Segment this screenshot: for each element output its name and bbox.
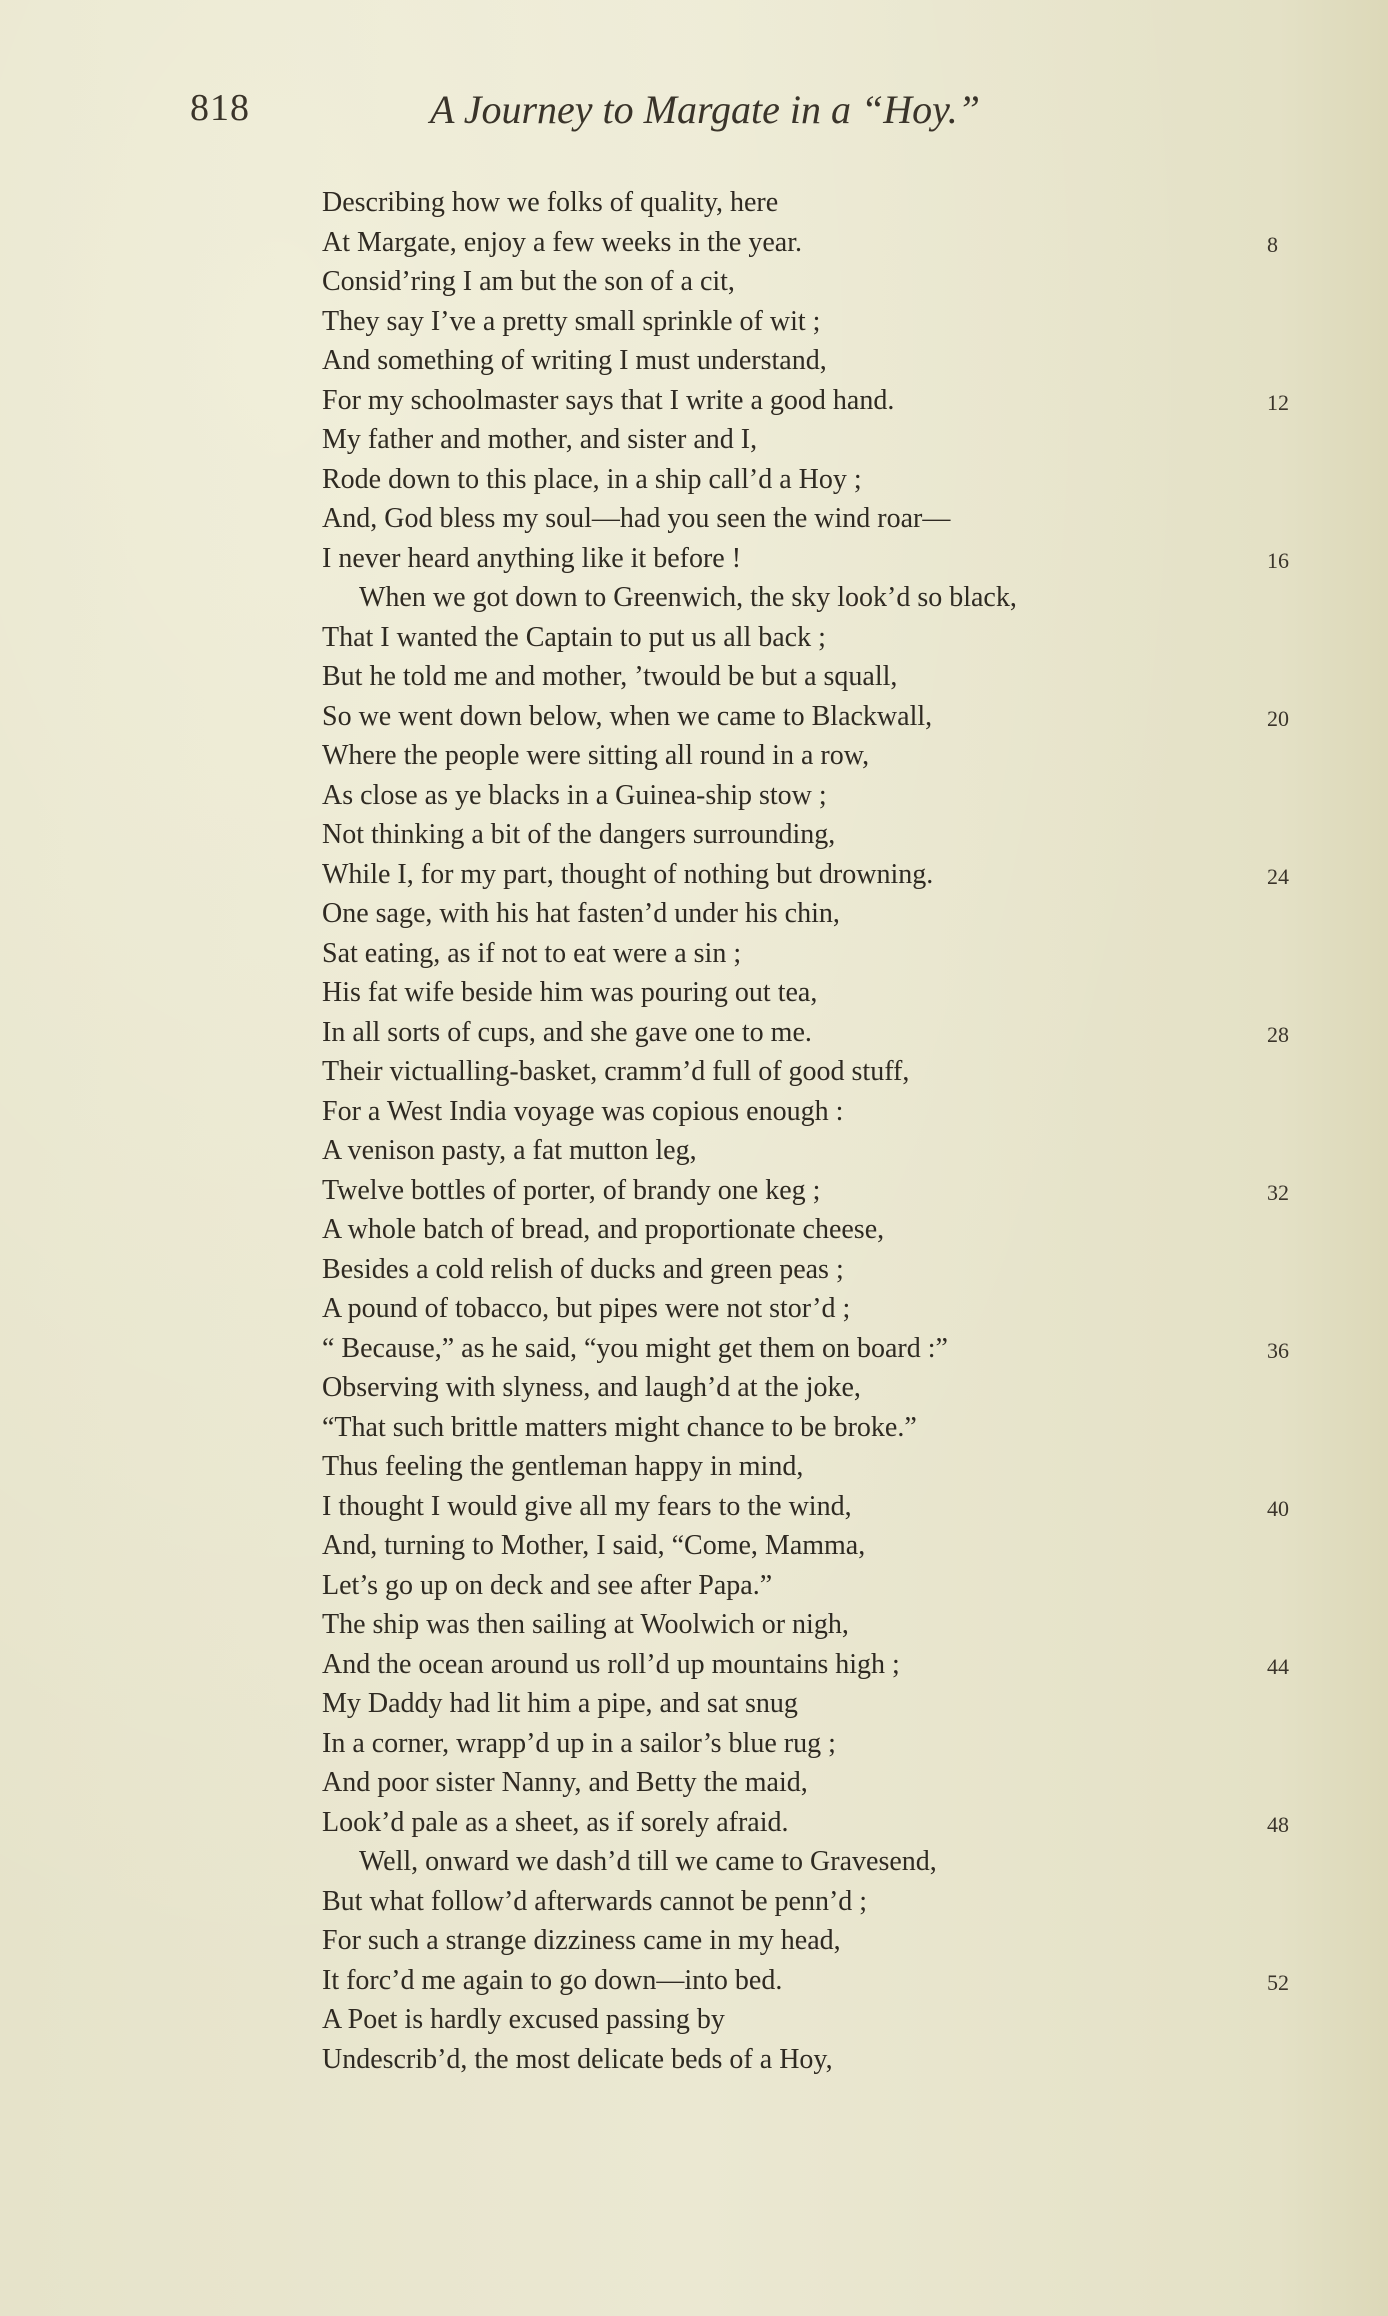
poem-line: That I wanted the Captain to put us all back ; xyxy=(322,621,826,653)
line-number: 44 xyxy=(1267,1653,1289,1679)
poem-line: Observing with slyness, and laugh’d at the joke, xyxy=(322,1372,861,1403)
poem-line: A pound of tobacco, but pipes were not stor’d ; xyxy=(322,1293,851,1324)
poem-line: One sage, with his hat fasten’d under his chin, xyxy=(322,898,840,929)
poem-line: They say I’ve a pretty small sprinkle of wit ; xyxy=(322,305,821,337)
poem-line: Describing how we folks of quality, here xyxy=(322,187,779,218)
poem-line: And something of writing I must understand, xyxy=(322,345,827,376)
poem-line: At Margate, enjoy a few weeks in the year. 8 xyxy=(322,223,1302,263)
poem-line: Their victualling-basket, cramm’d full of good stuff, xyxy=(322,1056,910,1087)
poem-line: But what follow’d afterwards cannot be penn’d ; xyxy=(322,1885,868,1917)
line-number: 8 xyxy=(1267,231,1278,257)
poem-line: For such a strange dizziness came in my head, xyxy=(322,1925,841,1956)
poem-line: As close as ye blacks in a Guinea-ship stow ; xyxy=(322,779,827,811)
poem-line: My father and mother, and sister and I, xyxy=(322,424,758,455)
poem-line: A whole batch of bread, and proportionate cheese, xyxy=(322,1214,885,1245)
poem-line: Let’s go up on deck and see after Papa.” xyxy=(322,1569,773,1601)
poem-line: My Daddy had lit him a pipe, and sat snug xyxy=(322,1688,798,1719)
poem-body xyxy=(322,183,1302,2079)
poem-line: “ Because,” as he said, “you might get them on board :” 36 xyxy=(322,1329,1302,1369)
poem-line: While I, for my part, thought of nothing but drowning. 24 xyxy=(322,855,1302,895)
poem-line: And the ocean around us roll’d up mountains high ; 44 xyxy=(322,1645,1302,1685)
line-number: 12 xyxy=(1267,389,1289,415)
line-number: 16 xyxy=(1267,547,1289,573)
poem-line: Not thinking a bit of the dangers surrounding, xyxy=(322,819,836,850)
poem-line: Consid’ring I am but the son of a cit, xyxy=(322,266,735,297)
poem-line: Undescrib’d, the most delicate beds of a Hoy, xyxy=(322,2043,833,2075)
poem-line: For my schoolmaster says that I write a good hand. 12 xyxy=(322,381,1302,421)
line-number: 32 xyxy=(1267,1179,1289,1205)
poem-line: In all sorts of cups, and she gave one to me. 28 xyxy=(322,1013,1302,1053)
poem-line: Where the people were sitting all round in a row, xyxy=(322,740,870,771)
poem-line: But he told me and mother, ’twould be but a squall, xyxy=(322,661,898,692)
poem-line: I never heard anything like it before ! 16 xyxy=(322,539,1302,579)
line-number: 36 xyxy=(1267,1337,1289,1363)
poem-line: Look’d pale as a sheet, as if sorely afraid. 48 xyxy=(322,1803,1302,1843)
line-number: 48 xyxy=(1267,1811,1289,1837)
poem-line: Twelve bottles of porter, of brandy one keg ; 32 xyxy=(322,1171,1302,1211)
line-number: 20 xyxy=(1267,705,1289,731)
poem-line: So we went down below, when we came to Blackwall, 20 xyxy=(322,697,1302,737)
poem-line: Sat eating, as if not to eat were a sin ; xyxy=(322,937,742,969)
page-number: 818 xyxy=(190,87,250,129)
line-number: 24 xyxy=(1267,863,1289,889)
page-header xyxy=(0,86,1388,146)
poem-line: The ship was then sailing at Woolwich or nigh, xyxy=(322,1609,849,1640)
poem-line: It forc’d me again to go down—into bed. 52 xyxy=(322,1961,1302,2001)
line-number: 28 xyxy=(1267,1021,1289,1047)
poem-line: I thought I would give all my fears to the wind, 40 xyxy=(322,1487,1302,1527)
poem-line: And poor sister Nanny, and Betty the maid, xyxy=(322,1767,808,1798)
poem-line: Well, onward we dash’d till we came to Gravesend, xyxy=(359,1846,937,1877)
line-number: 40 xyxy=(1267,1495,1289,1521)
poem-line: For a West India voyage was copious enough : xyxy=(322,1095,844,1127)
poem-line: His fat wife beside him was pouring out tea, xyxy=(322,977,818,1008)
poem-line: “That such brittle matters might chance to be broke.” xyxy=(322,1411,917,1443)
poem-line: When we got down to Greenwich, the sky look’d so black, xyxy=(359,582,1017,613)
poem-line: Thus feeling the gentleman happy in mind, xyxy=(322,1451,804,1482)
poem-line: In a corner, wrapp’d up in a sailor’s blue rug ; xyxy=(322,1727,836,1759)
poem-line: And, God bless my soul—had you seen the wind roar— xyxy=(322,503,951,534)
poem-line: And, turning to Mother, I said, “Come, Mamma, xyxy=(322,1530,866,1561)
poem-line: A Poet is hardly excused passing by xyxy=(322,2004,725,2035)
line-number: 52 xyxy=(1267,1969,1289,1995)
poem-line: A venison pasty, a fat mutton leg, xyxy=(322,1135,697,1166)
poem-line: Rode down to this place, in a ship call’d a Hoy ; xyxy=(322,463,862,495)
poem-line: Besides a cold relish of ducks and green peas ; xyxy=(322,1253,844,1285)
running-title: A Journey to Margate in a “Hoy.” xyxy=(430,87,980,132)
